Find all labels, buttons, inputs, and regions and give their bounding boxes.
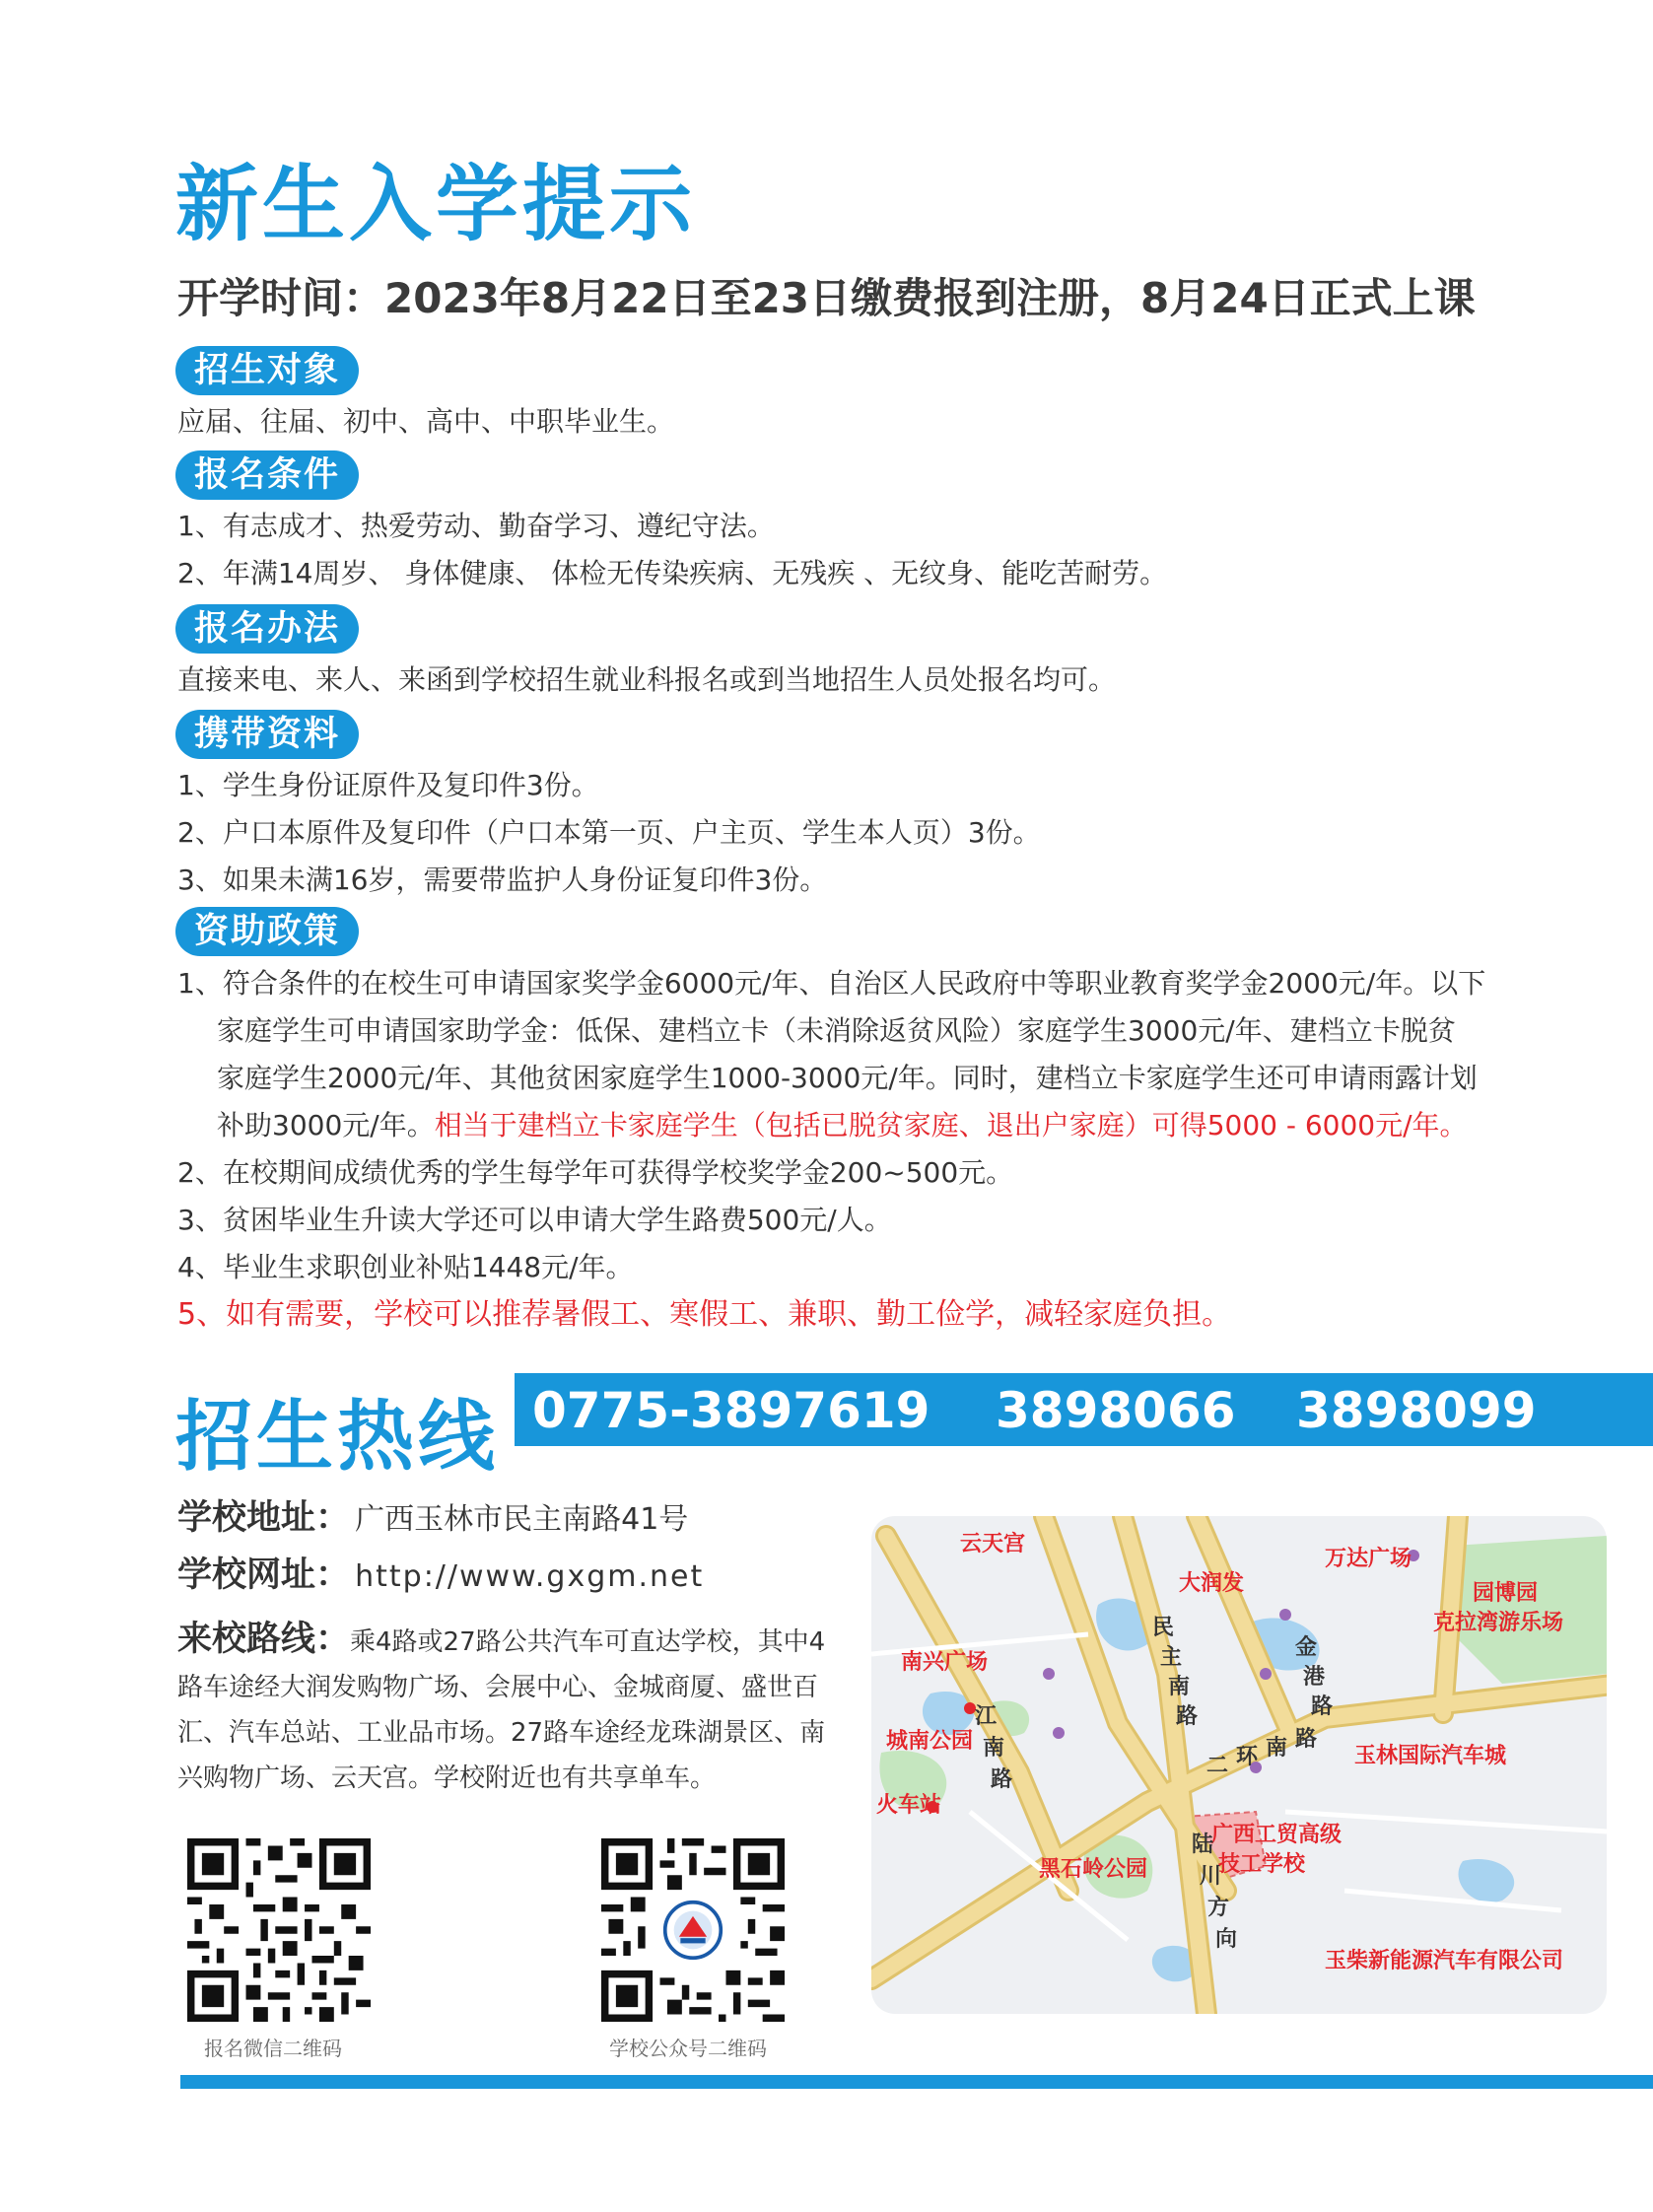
hotline-phone-2[interactable]: 3898066 <box>996 1382 1236 1439</box>
map-road-minzhu: 民主南路 <box>1152 1616 1199 1729</box>
aid-item-3: 3、贫困毕业生升读大学还可以申请大学生路费500元/人。 <box>177 1204 892 1236</box>
aid-item-1-line-1: 1、符合条件的在校生可申请国家奖学金6000元/年、自治区人民政府中等职业教育奖学金2000元/年。以下 <box>177 967 1486 1000</box>
website-label: 学校网址： <box>177 1555 351 1595</box>
section-label-target: 招生对象 <box>175 346 359 395</box>
address-row <box>177 1490 688 1540</box>
official-qr-caption: 学校公众号二维码 <box>609 2037 767 2060</box>
map-road-luchuan: 陆川方向 <box>1192 1832 1238 1952</box>
bottom-divider <box>180 2075 1653 2089</box>
page-title: 新生入学提示 <box>175 156 697 252</box>
section-label-method: 报名办法 <box>175 604 359 654</box>
map-label-school-line-2: 技工学校 <box>1218 1852 1306 1877</box>
method-line-1: 直接来电、来人、来函到学校招生就业科报名或到当地招生人员处报名均可。 <box>177 663 1117 696</box>
location-map[interactable] <box>871 1516 1607 2014</box>
map-label-yuntiangong: 云天宫 <box>960 1532 1026 1556</box>
map-label-huochezhan: 火车站 <box>876 1793 942 1818</box>
conditions-line-1: 1、有志成才、热爱劳动、勤奋学习、遵纪守法。 <box>177 510 775 542</box>
map-road-jingang: 金港路 <box>1295 1635 1334 1719</box>
hotline-label: 招生热线 <box>175 1393 500 1482</box>
map-label-wanda: 万达广场 <box>1325 1547 1412 1571</box>
route-text: 乘4路或27路公共汽车可直达学校，其中4路车途经大润发购物广场、会展中心、金城商厦、盛世百汇、汽车总站、工业品市场。27路车途经龙珠湖景区、南兴购物广场、云天宫。学校附近也有共享单车。 <box>177 1627 826 1793</box>
hotline-phone-1[interactable]: 0775-3897619 <box>532 1382 930 1439</box>
section-label-aid: 资助政策 <box>175 907 359 956</box>
map-label-chengnan: 城南公园 <box>886 1729 974 1754</box>
map-label-yuanboyuan: 园博园 <box>1473 1581 1539 1606</box>
target-line-1: 应届、往届、初中、高中、中职毕业生。 <box>177 405 675 438</box>
hotline-phone-3[interactable]: 3898099 <box>1296 1382 1537 1439</box>
section-label-conditions: 报名条件 <box>175 450 359 500</box>
aid-item-1-line-3: 家庭学生2000元/年、其他贫困家庭学生1000-3000元/年。同时，建档立卡家庭学生还可申请雨露计划 <box>217 1062 1478 1094</box>
aid-item-1-line-2: 家庭学生可申请国家助学金：低保、建档立卡（未消除返贫风险）家庭学生3000元/年、建档立卡脱贫 <box>217 1014 1456 1047</box>
route-label: 来校路线： <box>177 1620 351 1659</box>
materials-line-2: 2、户口本原件及复印件（户口本第一页、户主页、学生本人页）3份。 <box>177 816 1041 849</box>
website-row <box>177 1548 704 1597</box>
conditions-line-2: 2、年满14周岁、 身体健康、 体检无传染疾病、无残疾 、无纹身、能吃苦耐劳。 <box>177 557 1168 589</box>
start-date-text: 开学时间：2023年8月22日至23日缴费报到注册，8月24日正式上课 <box>177 274 1476 322</box>
aid-item-2: 2、在校期间成绩优秀的学生每学年可获得学校奖学金200~500元。 <box>177 1156 1014 1189</box>
map-road-jiangnan: 江南路 <box>975 1704 1013 1792</box>
wechat-qr-code <box>187 1838 371 2022</box>
wechat-qr-caption: 报名微信二维码 <box>204 2037 342 2060</box>
address-label: 学校地址： <box>177 1498 351 1538</box>
aid-item-1-highlight: 相当于建档立卡家庭学生（包括已脱贫家庭、退出户家庭）可得5000 - 6000元/年。 <box>434 1109 1468 1141</box>
map-label-school-line-1: 广西工贸高级 <box>1211 1823 1343 1847</box>
aid-item-1-subsidy: 补助3000元/年。 <box>217 1109 435 1141</box>
map-label-yuchai: 玉柴新能源汽车有限公司 <box>1325 1949 1564 1973</box>
map-label-darunfa: 大润发 <box>1179 1571 1245 1596</box>
map-label-qiche: 玉林国际汽车城 <box>1354 1744 1507 1768</box>
map-label-kelawan: 克拉湾游乐场 <box>1433 1611 1564 1635</box>
aid-item-4: 4、毕业生求职创业补贴1448元/年。 <box>177 1251 634 1283</box>
map-label-nanxing: 南兴广场 <box>901 1650 989 1675</box>
official-account-qr-code <box>601 1838 785 2022</box>
aid-item-5: 5、如有需要，学校可以推荐暑假工、寒假工、兼职、勤工俭学，减轻家庭负担。 <box>177 1297 1232 1332</box>
route-paragraph <box>177 1617 848 1801</box>
aid-item-1-line-4 <box>217 1108 1468 1143</box>
section-label-materials: 携带资料 <box>175 710 359 759</box>
materials-line-3: 3、如果未满16岁，需要带监护人身份证复印件3份。 <box>177 864 828 896</box>
address-value: 广西玉林市民主南路41号 <box>355 1502 689 1537</box>
map-label-heishiling: 黑石岭公园 <box>1039 1857 1148 1882</box>
website-link[interactable]: http://www.gxgm.net <box>355 1559 705 1594</box>
materials-line-1: 1、学生身份证原件及复印件3份。 <box>177 769 599 801</box>
map-road-erhuan: 二 环 南 路 <box>1206 1727 1318 1778</box>
